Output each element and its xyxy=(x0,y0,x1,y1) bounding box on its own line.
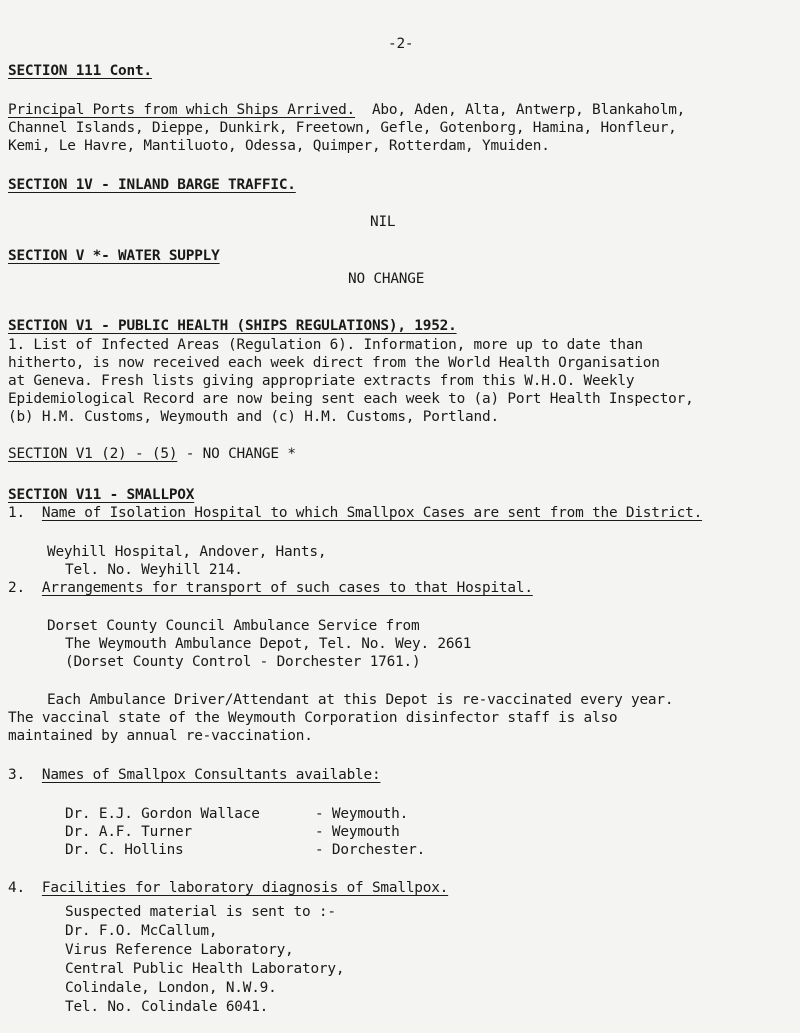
lab-line-5: Colindale, London, N.W.9. xyxy=(65,980,277,996)
consultant-2-name: Dr. A.F. Turner xyxy=(65,824,192,840)
section-6-heading: SECTION V1 - PUBLIC HEALTH (SHIPS REGULATIONS), 1952. xyxy=(8,318,457,334)
section-6-para-line-3: at Geneva. Fresh lists giving appropriate extracts from this W.H.O. Weekly xyxy=(8,373,635,389)
vaccination-para-line-1: Each Ambulance Driver/Attendant at this Depot is re-vaccinated every year. xyxy=(47,692,674,708)
lab-line-4: Central Public Health Laboratory, xyxy=(65,961,345,977)
page-number: -2- xyxy=(388,36,414,52)
consultant-1-name: Dr. E.J. Gordon Wallace xyxy=(65,806,260,822)
item-1-line xyxy=(8,505,702,522)
section-4-heading: SECTION 1V - INLAND BARGE TRAFFIC. xyxy=(8,177,296,193)
item-4-line xyxy=(8,880,448,897)
ports-line-1 xyxy=(8,102,685,119)
ports-list-1: Abo, Aden, Alta, Antwerp, Blankaholm, xyxy=(371,102,686,118)
hospital-line-2: Tel. No. Weyhill 214. xyxy=(65,562,243,578)
item-4-number: 4. xyxy=(8,880,25,896)
consultant-2-place: - Weymouth xyxy=(315,824,400,840)
section-6-para-line-2: hitherto, is now received each week direct from the World Health Organisation xyxy=(8,355,660,371)
section-6-para-line-4: Epidemiological Record are now being sent each week to (a) Port Health Inspector, xyxy=(8,391,694,407)
item-3-title: Names of Smallpox Consultants available: xyxy=(41,767,381,783)
ambulance-line-2: The Weymouth Ambulance Depot, Tel. No. Wey. 2661 xyxy=(65,636,472,652)
ports-line-2: Channel Islands, Dieppe, Dunkirk, Freetown, Gefle, Gotenborg, Hamina, Honfleur, xyxy=(8,120,677,136)
consultant-3-name: Dr. C. Hollins xyxy=(65,842,184,858)
section-6-para-line-5: (b) H.M. Customs, Weymouth and (c) H.M. Customs, Portland. xyxy=(8,409,499,425)
section-5-value: NO CHANGE xyxy=(348,271,425,287)
section-6-sub-line xyxy=(8,446,296,463)
section-5-heading: SECTION V *- WATER SUPPLY xyxy=(8,248,220,264)
item-3-number: 3. xyxy=(8,767,25,783)
vaccination-para-line-3: maintained by annual re-vaccination. xyxy=(8,728,313,744)
section-6-para-line-1: 1. List of Infected Areas (Regulation 6). Information, more up to date than xyxy=(8,337,643,353)
lab-line-6: Tel. No. Colindale 6041. xyxy=(65,999,269,1015)
lab-line-2: Dr. F.O. McCallum, xyxy=(65,923,218,939)
consultant-1-place: - Weymouth. xyxy=(315,806,409,822)
ports-line-3: Kemi, Le Havre, Mantiluoto, Odessa, Quimper, Rotterdam, Ymuiden. xyxy=(8,138,550,154)
section-4-value: NIL xyxy=(370,214,396,230)
lab-line-3: Virus Reference Laboratory, xyxy=(65,942,294,958)
section-8-heading: SECTION V11 - SMALLPOX xyxy=(8,487,195,503)
item-3-line xyxy=(8,767,380,784)
section-6-sub-heading: SECTION V1 (2) - (5) xyxy=(8,446,178,462)
section-6-sub-value: - NO CHANGE * xyxy=(185,446,296,462)
item-2-line xyxy=(8,580,533,597)
item-2-number: 2. xyxy=(8,580,25,596)
lab-line-1: Suspected material is sent to :- xyxy=(65,904,336,920)
item-1-title: Name of Isolation Hospital to which Smallpox Cases are sent from the District. xyxy=(41,505,703,521)
section-3-heading: SECTION 111 Cont. xyxy=(8,63,152,79)
item-4-title: Facilities for laboratory diagnosis of Smallpox. xyxy=(41,880,449,896)
ambulance-line-1: Dorset County Council Ambulance Service from xyxy=(47,618,420,634)
ports-label: Principal Ports from which Ships Arrived. xyxy=(8,102,356,118)
item-2-title: Arrangements for transport of such cases to that Hospital. xyxy=(41,580,533,596)
ambulance-line-3: (Dorset County Control - Dorchester 1761.) xyxy=(65,654,421,670)
consultant-3-place: - Dorchester. xyxy=(315,842,426,858)
vaccination-para-line-2: The vaccinal state of the Weymouth Corporation disinfector staff is also xyxy=(8,710,618,726)
item-1-number: 1. xyxy=(8,505,25,521)
hospital-line-1: Weyhill Hospital, Andover, Hants, xyxy=(47,544,327,560)
